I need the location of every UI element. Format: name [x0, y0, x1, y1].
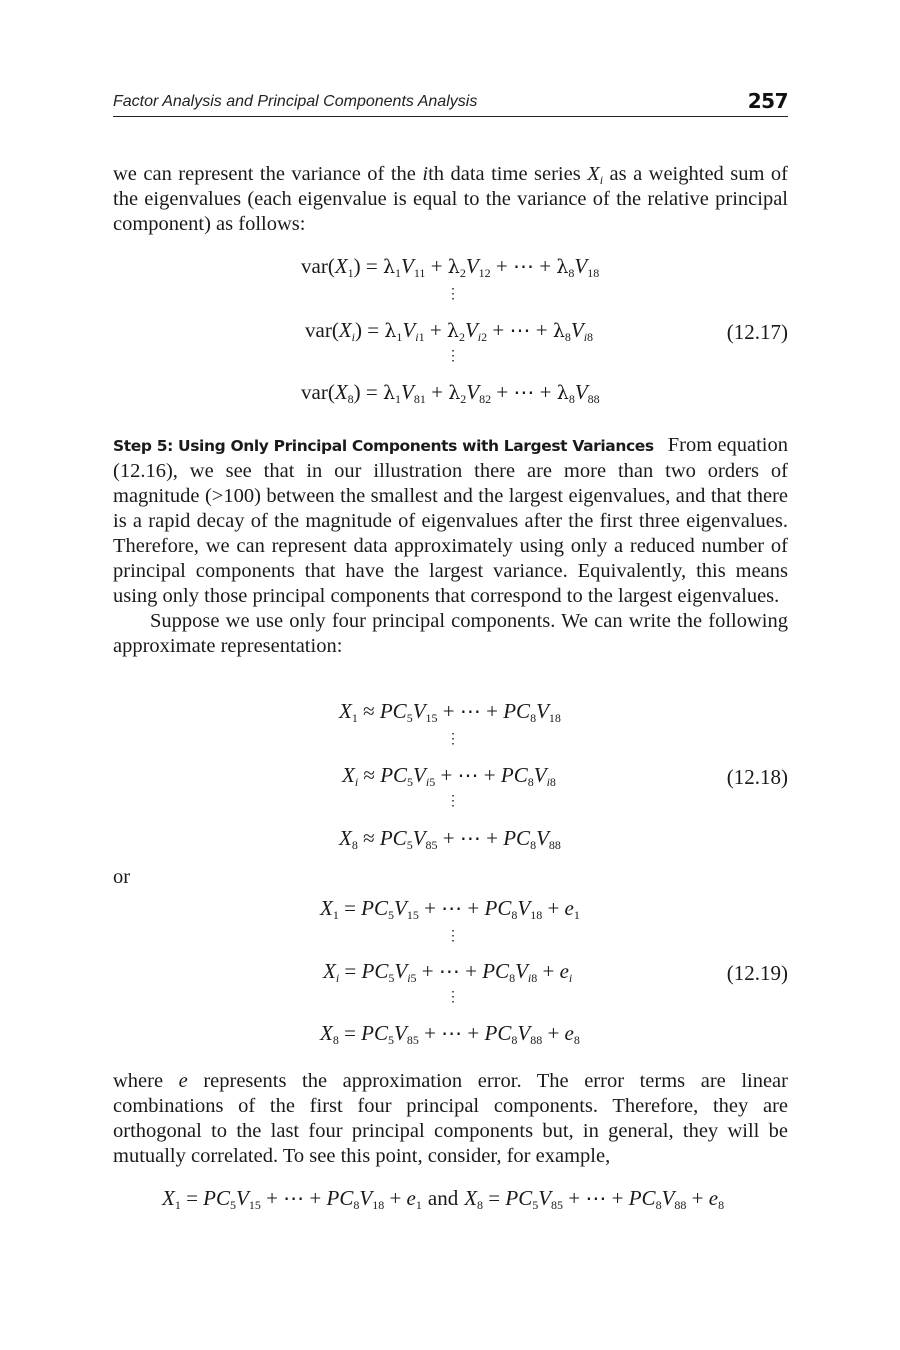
step-heading: Step 5: Using Only Principal Components with Largest Variances	[113, 437, 654, 455]
vertical-ellipsis: ⋮	[446, 929, 460, 944]
closing-paragraph: where e represents the approximation error. The error terms are linear combinations of the first four principal components. Therefore, they are orthogonal to the last four principal components but, in general, they will be mutually correlated. To see this point, consider, for example,	[113, 1070, 788, 1167]
vertical-ellipsis: ⋮	[446, 794, 460, 809]
equation-number: (12.17)	[726, 320, 788, 344]
running-title: Factor Analysis and Principal Components Analysis	[113, 93, 478, 110]
intro-paragraph: we can represent the variance of the ith data time series $X_i$ as a weighted sum of the eigenvalues (each eigenvalue is equal to the variance of the relative principal component) as follows:	[113, 163, 788, 235]
equation-number: (12.18)	[726, 765, 788, 789]
equation-line: $X_i \approx PC_5V_{i5}$ + ⋯ + $PC_8V_{i8}$	[342, 763, 556, 789]
equation-line: $X_i = PC_5V_{i5}$ + ⋯ + $PC_8V_{i8} + e_i$	[323, 959, 573, 985]
step5-section: Step 5: Using Only Principal Components with Largest Variances From equation (12.16), we see that in our illustration there are more than two orders of magnitude (>100) between the smallest and the largest eigenvalues, and that there is a rapid decay of the magnitude of eigenvalues after the first three eigenvalues. Therefore, we can represent data approximately using only a reduced number of principal components that have the largest variance. Equivalently, this means using only those principal components that correspond to the largest eigenvalues. Suppose we use only four principal components. We can write the following approximate representation:	[113, 434, 789, 657]
vertical-ellipsis: ⋮	[446, 287, 460, 302]
example-equation: $X_1 = PC_5V_{15}$ + ⋯ + $PC_8V_{18} + e_1$ and $X_8 = PC_5V_{85}$ + ⋯ + $PC_8V_{88} + e_8$	[162, 1186, 725, 1212]
vertical-ellipsis: ⋮	[446, 990, 460, 1005]
equation-line: $X_1 = PC_5V_{15}$ + ⋯ + $PC_8V_{18} + e_1$	[320, 896, 580, 922]
equation-line: $var(X_i) = \lambda_1V_{i1} + \lambda_2V_{i2}$ + ⋯ + $\lambda_8V_{i8}$	[305, 318, 594, 344]
equation-line: $X_1 \approx PC_5V_{15}$ + ⋯ + $PC_8V_{18}$	[339, 699, 561, 725]
vertical-ellipsis: ⋮	[446, 349, 460, 364]
equation-line: $var(X_1) = \lambda_1V_{11} + \lambda_2V_{12}$ + ⋯ + $\lambda_8V_{18}$	[301, 254, 600, 280]
vertical-ellipsis: ⋮	[446, 732, 460, 747]
running-header	[113, 88, 788, 117]
or-text: or	[113, 866, 131, 888]
page-number: 257	[747, 89, 788, 113]
equation-line: $X_8 \approx PC_5V_{85}$ + ⋯ + $PC_8V_{88}$	[339, 826, 561, 852]
equation-number: (12.19)	[726, 961, 788, 985]
equation-line: $var(X_8) = \lambda_1V_{81} + \lambda_2V_{82}$ + ⋯ + $\lambda_8V_{88}$	[301, 380, 600, 406]
equation-line: $X_8 = PC_5V_{85}$ + ⋯ + $PC_8V_{88} + e_8$	[320, 1021, 580, 1047]
paragraph: Suppose we use only four principal components. We can write the following approximate representation:	[113, 610, 788, 657]
